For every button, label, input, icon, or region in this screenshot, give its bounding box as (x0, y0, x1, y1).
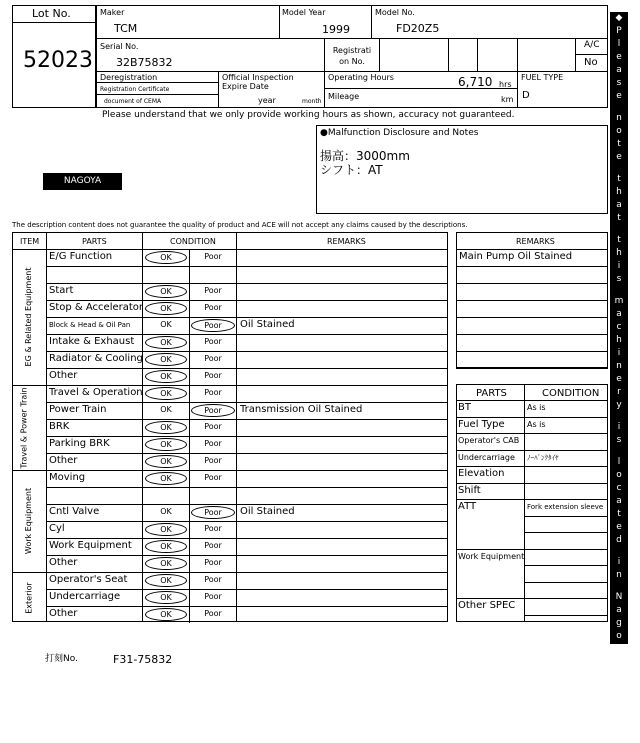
side-note-char: t (617, 235, 621, 245)
row-remark: Oil Stained (240, 319, 295, 330)
condition-ok-option[interactable]: OK (145, 557, 187, 570)
row-part: E/G Function (49, 251, 113, 262)
year-label: year (258, 96, 276, 105)
side-note-char (610, 547, 628, 556)
table-row (46, 487, 448, 504)
spec-part: Work Equipment (458, 551, 525, 561)
side-note-char: a (616, 657, 622, 667)
condition-ok-option[interactable]: OK (145, 421, 187, 434)
side-note-char: a (616, 496, 622, 506)
side-note-char: s (616, 435, 622, 445)
spec-part: Elevation (458, 468, 505, 479)
row-part: Parking BRK (49, 438, 110, 449)
side-note-char: c (616, 322, 622, 332)
row-divider (524, 516, 608, 517)
fuel-type-value: D (522, 90, 530, 101)
remarks-line: Main Pump Oil Stained (459, 251, 573, 262)
condition-poor-option[interactable]: Poor (191, 506, 235, 519)
lot-number: 52023 (23, 48, 93, 73)
spec-col-condition: CONDITION (542, 388, 600, 399)
mileage-label: Mileage (328, 92, 360, 101)
row-part: Other (49, 557, 78, 568)
side-note-char: s (616, 78, 622, 88)
group-label: Work Equipment (24, 487, 33, 555)
col-parts-header: PARTS (82, 237, 107, 246)
col-item-header: ITEM (20, 237, 40, 246)
side-note-char: t (617, 174, 621, 184)
side-note-char (610, 447, 628, 456)
side-note-char: d (616, 535, 622, 545)
row-part: Moving (49, 472, 86, 483)
side-note-char: ◆ (615, 13, 623, 23)
side-note-char: e (616, 52, 622, 62)
row-divider (524, 532, 608, 533)
row-divider (524, 466, 608, 467)
row-divider (524, 615, 608, 616)
side-note-char: r (617, 387, 621, 397)
row-remark: Transmission Oil Stained (240, 404, 363, 415)
condition-poor-option[interactable]: Poor (204, 592, 222, 601)
condition-poor-option[interactable]: Poor (191, 319, 235, 332)
side-note-char: n (616, 113, 622, 123)
table-row (46, 606, 448, 623)
condition-poor-option[interactable]: Poor (204, 609, 222, 618)
table-row (46, 283, 448, 300)
row-divider (524, 549, 608, 550)
registration-label: Registrati on No. (332, 46, 372, 66)
row-divider (524, 565, 608, 566)
row-divider (524, 433, 608, 434)
side-note-char: t (617, 139, 621, 149)
row-divider (456, 466, 524, 467)
condition-poor-option[interactable]: Poor (204, 252, 222, 261)
spec-col-parts: PARTS (476, 388, 507, 399)
side-note-char: y (616, 400, 622, 410)
condition-poor-option[interactable]: Poor (204, 303, 222, 312)
table-row (46, 266, 448, 283)
group-label: Exterior (24, 581, 33, 614)
side-note-char: i (617, 348, 621, 358)
row-remark: Oil Stained (240, 506, 295, 517)
condition-ok-option[interactable]: OK (160, 507, 172, 516)
side-note-char (610, 669, 628, 678)
spec-part: BT (458, 402, 471, 413)
condition-poor-option[interactable]: Poor (204, 524, 222, 533)
side-note-char: d (616, 718, 622, 728)
side-note-char: e (616, 522, 622, 532)
condition-poor-option[interactable]: Poor (204, 473, 222, 482)
lot-label: Lot No. (32, 7, 71, 20)
condition-ok-option[interactable]: OK (145, 302, 187, 315)
row-divider (456, 417, 524, 418)
condition-ok-option[interactable]: OK (145, 438, 187, 451)
table-row (46, 521, 448, 538)
condition-poor-option[interactable]: Poor (204, 541, 222, 550)
row-divider (456, 317, 608, 318)
model-year-value: 1999 (322, 23, 350, 36)
side-note-char (610, 103, 628, 112)
spec-condition: As is (527, 419, 546, 429)
condition-ok-option[interactable]: OK (145, 387, 187, 400)
condition-poor-option[interactable]: Poor (191, 404, 235, 417)
row-divider (456, 549, 524, 550)
condition-ok-option[interactable]: OK (145, 540, 187, 553)
side-note-char: a (616, 309, 622, 319)
condition-poor-option[interactable]: Poor (204, 422, 222, 431)
row-part: Stop & Accelerator (49, 302, 144, 313)
disclaimer: The description content does not guarantee the quality of product and ACE will not accept any claims caused by the descriptions. (12, 221, 468, 229)
operating-hours-label: Operating Hours (328, 73, 394, 82)
row-divider (456, 483, 524, 484)
row-divider (456, 351, 608, 352)
row-divider (456, 300, 608, 301)
row-divider (456, 266, 608, 267)
side-note-char: l (617, 457, 621, 467)
condition-poor-option[interactable]: Poor (204, 575, 222, 584)
side-note-char: h (616, 248, 622, 258)
condition-poor-option[interactable]: Poor (204, 354, 222, 363)
spec-part: Operator's CAB (458, 436, 520, 445)
group-label: EG & Related Equipment (24, 267, 33, 367)
side-note-char: t (617, 509, 621, 519)
row-part: Other (49, 370, 78, 381)
side-note-char (610, 412, 628, 421)
hours-note: Please understand that we only provide working hours as shown, accuracy not guaranteed. (102, 110, 515, 120)
side-note-char: m (614, 296, 624, 306)
condition-poor-option[interactable]: Poor (204, 286, 222, 295)
hrs-label: hrs (499, 80, 512, 89)
maker-label: Maker (100, 8, 125, 17)
side-note-char: Y (616, 679, 622, 689)
row-divider (456, 368, 608, 369)
spec-part: Undercarriage (458, 452, 515, 462)
row-divider (456, 450, 524, 451)
stamp-value: F31-75832 (113, 653, 173, 666)
side-note-char (610, 286, 628, 295)
model-year-label: Model Year (282, 8, 326, 17)
condition-ok-option[interactable]: OK (145, 591, 187, 604)
side-note-char: y (616, 644, 622, 654)
side-note-char: n (616, 570, 622, 580)
month-label: month (302, 98, 322, 105)
row-divider (524, 582, 608, 583)
side-note-char: a (616, 605, 622, 615)
table-row (46, 419, 448, 436)
maker-value: TCM (114, 22, 138, 35)
cema-label: document of CEMA (104, 98, 162, 105)
condition-poor-option[interactable]: Poor (204, 371, 222, 380)
serial-label: Serial No. (100, 42, 139, 51)
side-note-char: h (616, 187, 622, 197)
location-badge: NAGOYA (43, 173, 122, 190)
condition-ok-option[interactable]: OK (145, 285, 187, 298)
row-divider (524, 598, 608, 599)
side-note-strip (610, 12, 628, 741)
condition-ok-option[interactable]: OK (145, 455, 187, 468)
side-note-char: ◆ (615, 731, 623, 741)
condition-poor-option[interactable]: Poor (204, 558, 222, 567)
spec-part: Shift (458, 484, 481, 496)
spec-condition: Fork extension sleeve (527, 503, 604, 511)
row-part: Start (49, 285, 74, 296)
table-row (46, 368, 448, 385)
serial-value: 32B75832 (116, 56, 173, 69)
side-note-char: i (617, 261, 621, 271)
ac-label: A/C (584, 40, 600, 50)
row-part: Power Train (49, 404, 107, 415)
condition-ok-option[interactable]: OK (145, 370, 187, 383)
condition-ok-option[interactable]: OK (145, 608, 187, 621)
condition-poor-option[interactable]: Poor (204, 456, 222, 465)
row-part: Intake & Exhaust (49, 336, 135, 347)
condition-poor-option[interactable]: Poor (204, 337, 222, 346)
inspection-label: Official Inspection Expire Date (222, 73, 294, 91)
side-note-char: g (616, 618, 622, 628)
row-divider (456, 598, 524, 599)
row-part: Cntl Valve (49, 506, 100, 517)
km-label: km (501, 95, 514, 104)
side-note-char (610, 164, 628, 173)
table-row (46, 453, 448, 470)
row-part: Other (49, 608, 78, 619)
side-note-char: e (616, 152, 622, 162)
side-note-char: c (616, 483, 622, 493)
condition-ok-option[interactable]: OK (160, 320, 172, 329)
row-divider (456, 433, 524, 434)
col-remarks-header: REMARKS (327, 237, 366, 246)
malfunction-title: ●Malfunction Disclosure and Notes (320, 128, 479, 138)
condition-ok-option[interactable]: OK (145, 336, 187, 349)
spec-part: Fuel Type (458, 418, 505, 430)
side-note-char: s (616, 274, 622, 284)
side-note-char: i (617, 557, 621, 567)
row-divider (456, 499, 524, 500)
condition-ok-option[interactable]: OK (145, 353, 187, 366)
col-divider (524, 384, 525, 622)
side-note-char: r (617, 705, 621, 715)
side-note-char: l (617, 39, 621, 49)
stamp-label: 打刻No. (45, 654, 78, 664)
condition-ok-option[interactable]: OK (145, 574, 187, 587)
malfunction-line-2: シフト：AT (320, 163, 383, 177)
side-note-char: o (616, 631, 622, 641)
condition-ok-option[interactable]: OK (145, 251, 187, 264)
row-part: BRK (49, 421, 70, 432)
side-note-char: t (617, 213, 621, 223)
model-no-value: FD20Z5 (396, 22, 440, 35)
condition-poor-option[interactable]: Poor (204, 439, 222, 448)
model-no-label: Model No. (375, 8, 415, 17)
condition-ok-option[interactable]: OK (160, 405, 172, 414)
condition-ok-option[interactable]: OK (145, 523, 187, 536)
side-note-char: a (616, 65, 622, 75)
spec-part: Other SPEC (458, 600, 516, 611)
condition-ok-option[interactable]: OK (145, 472, 187, 485)
side-note-char: o (616, 470, 622, 480)
row-part: Cyl (49, 523, 65, 534)
row-part: Work Equipment (49, 540, 132, 551)
table-row (46, 555, 448, 572)
row-divider (456, 334, 608, 335)
spec-part: ATT (458, 501, 477, 512)
ac-value: No (584, 57, 598, 68)
row-part: Other (49, 455, 78, 466)
row-divider (456, 283, 608, 284)
side-note-char: n (616, 361, 622, 371)
operating-hours-value: 6,710 (458, 75, 493, 89)
table-row (46, 470, 448, 487)
row-part: Radiator & Cooling (49, 353, 143, 364)
side-note-char: i (617, 422, 621, 432)
side-note-char: a (616, 200, 622, 210)
row-part: Operator's Seat (49, 574, 128, 585)
row-part: Block & Head & Oil Pan (49, 321, 131, 329)
deregistration-label: Deregistration (100, 73, 158, 82)
group-label: Travel & Power Train (19, 386, 28, 469)
side-note-char: a (616, 692, 622, 702)
row-divider (524, 483, 608, 484)
side-note-char: h (616, 335, 622, 345)
side-note-char: e (616, 374, 622, 384)
side-note-char: P (616, 26, 622, 36)
col-condition-header: CONDITION (170, 237, 216, 246)
side-note-char: N (615, 592, 623, 602)
registration-certificate-label: Registration Certificate (100, 86, 170, 93)
malfunction-line-1: 揚高：3000mm (320, 149, 410, 163)
row-part: Travel & Operation (49, 387, 143, 398)
side-note-char (610, 225, 628, 234)
remarks-panel-title: REMARKS (516, 237, 555, 246)
row-part: Undercarriage (49, 591, 121, 602)
spec-condition: As is (527, 403, 546, 412)
condition-poor-option[interactable]: Poor (204, 388, 222, 397)
spec-condition: ﾉｰﾊﾟﾝｸﾀｲﾔ (527, 453, 559, 462)
fuel-type-label: FUEL TYPE (521, 73, 564, 82)
side-note-char: e (616, 91, 622, 101)
side-note-char: o (616, 126, 622, 136)
side-note-char (610, 582, 628, 591)
